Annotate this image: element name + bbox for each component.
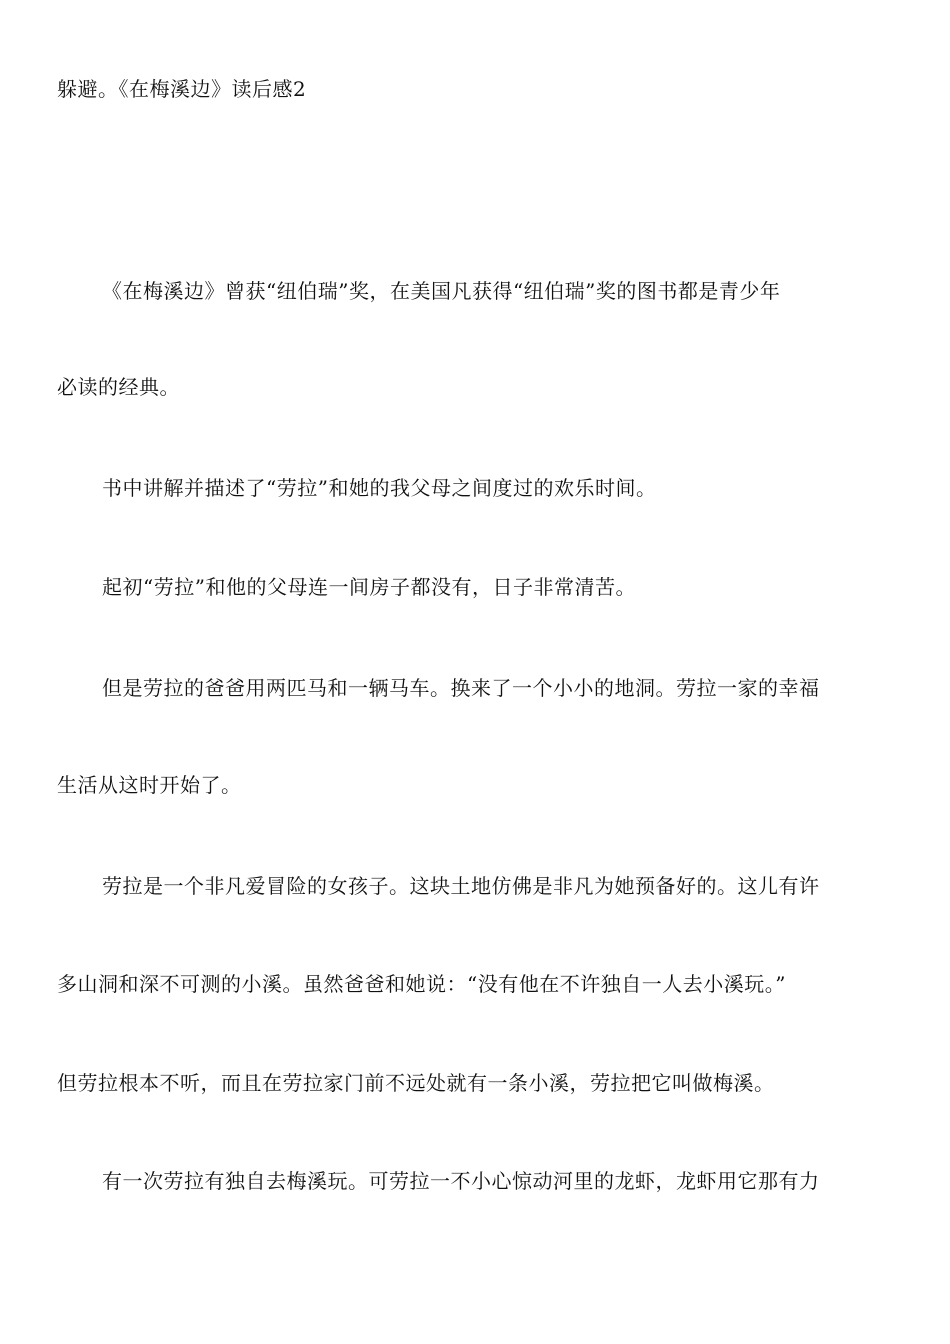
text-line: 但劳拉根本不听，而且在劳拉家门前不远处就有一条小溪，劳拉把它叫做梅溪。 bbox=[57, 1071, 775, 1095]
paragraph-start: 《在梅溪边》曾获“纽伯瑞”奖，在美国凡获得“纽伯瑞”奖的图书都是青少年 bbox=[102, 279, 781, 303]
text-line: 多山洞和深不可测的小溪。虽然爸爸和她说：“没有他在不许独自一人去小溪玩。” bbox=[57, 972, 786, 996]
text-line: 必读的经典。 bbox=[57, 375, 180, 399]
paragraph-start: 有一次劳拉有独自去梅溪玩。可劳拉一不小心惊动河里的龙虾，龙虾用它那有力 bbox=[102, 1169, 820, 1193]
text-line: 躲避。《在梅溪边》读后感2 bbox=[57, 77, 307, 101]
text-line: 生活从这时开始了。 bbox=[57, 773, 242, 797]
paragraph-start: 起初“劳拉”和他的父母连一间房子都没有，日子非常清苦。 bbox=[102, 575, 636, 599]
paragraph-start: 劳拉是一个非凡爱冒险的女孩子。这块土地仿佛是非凡为她预备好的。这儿有许 bbox=[102, 874, 820, 898]
paragraph-start: 但是劳拉的爸爸用两匹马和一辆马车。换来了一个小小的地洞。劳拉一家的幸福 bbox=[102, 676, 820, 700]
paragraph-start: 书中讲解并描述了“劳拉”和她的我父母之间度过的欢乐时间。 bbox=[102, 476, 657, 500]
